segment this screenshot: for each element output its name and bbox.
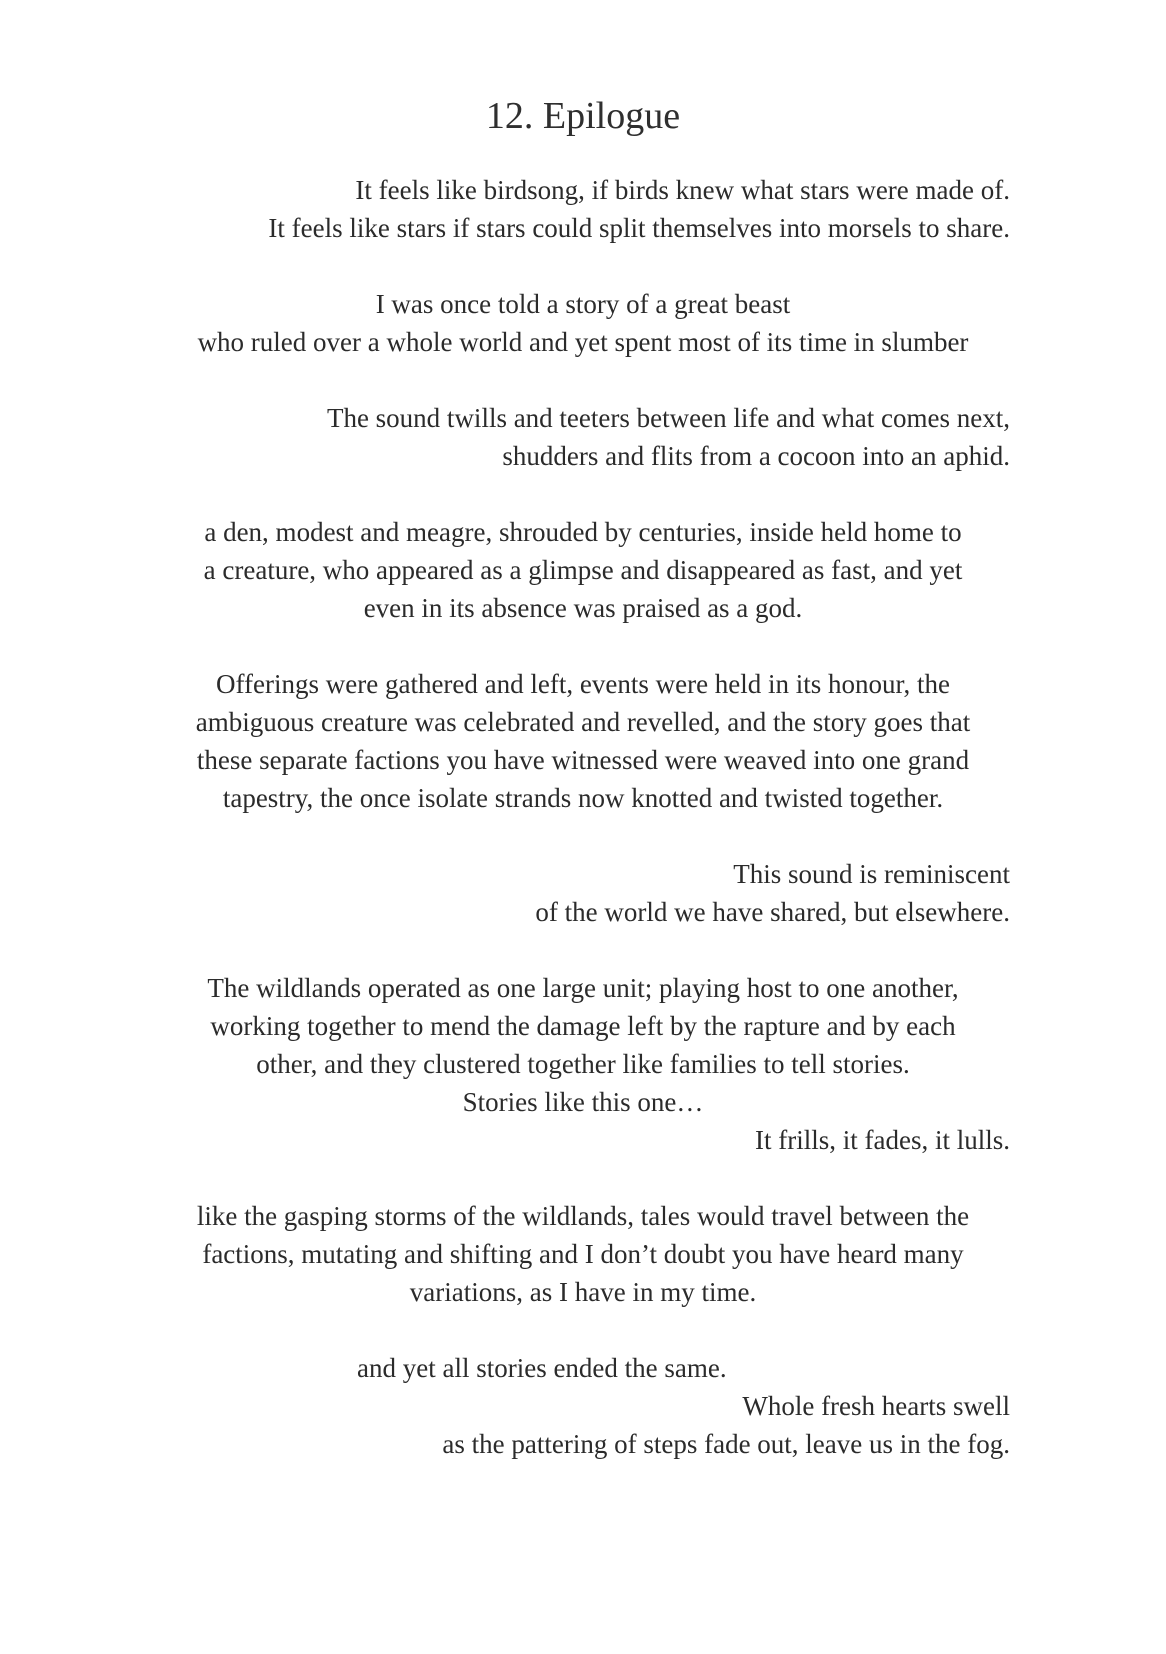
poem-line: It frills, it fades, it lulls. <box>755 1125 1010 1155</box>
poem-line: a creature, who appeared as a glimpse and disappeared as fast, and yet <box>203 555 963 585</box>
poem-line: and yet all stories ended the same. <box>357 1353 727 1383</box>
poem-line: It feels like stars if stars could split themselves into morsels to share. <box>268 213 1010 243</box>
poem-line: factions, mutating and shifting and I don’t doubt you have heard many <box>202 1239 964 1269</box>
poem-line: other, and they clustered together like families to tell stories. <box>256 1049 910 1079</box>
poem-line: Offerings were gathered and left, events were held in its honour, the <box>216 669 950 699</box>
poem-line: of the world we have shared, but elsewhere. <box>535 897 1010 927</box>
poem-line: ambiguous creature was celebrated and revelled, and the story goes that <box>195 707 971 737</box>
poem-line: variations, as I have in my time. <box>409 1277 757 1307</box>
poem-line: as the pattering of steps fade out, leave us in the fog. <box>442 1429 1010 1459</box>
poem-line: The sound twills and teeters between life and what comes next, <box>326 403 1010 433</box>
poem-line: a den, modest and meagre, shrouded by centuries, inside held home to <box>204 517 962 547</box>
poem-line: working together to mend the damage left by the rapture and by each <box>210 1011 956 1041</box>
poem-line: tapestry, the once isolate strands now knotted and twisted together. <box>222 783 944 813</box>
poem-line: like the gasping storms of the wildlands, tales would travel between the <box>196 1201 970 1231</box>
poem-line: This sound is reminiscent <box>733 859 1010 889</box>
poem-line: even in its absence was praised as a god. <box>363 593 803 623</box>
poem-line: The wildlands operated as one large unit; playing host to one another, <box>207 973 959 1003</box>
poem-line: shudders and flits from a cocoon into an aphid. <box>502 441 1010 471</box>
poem-line: Stories like this one… <box>462 1087 704 1117</box>
poem-line: It feels like birdsong, if birds knew what stars were made of. <box>355 175 1010 205</box>
poem-line: Whole fresh hearts swell <box>742 1391 1010 1421</box>
page-title: 12. Epilogue <box>485 95 681 137</box>
poem-line: I was once told a story of a great beast <box>375 289 791 319</box>
poem-line: these separate factions you have witnessed were weaved into one grand <box>196 745 970 775</box>
poem-line: who ruled over a whole world and yet spent most of its time in slumber <box>197 327 969 357</box>
